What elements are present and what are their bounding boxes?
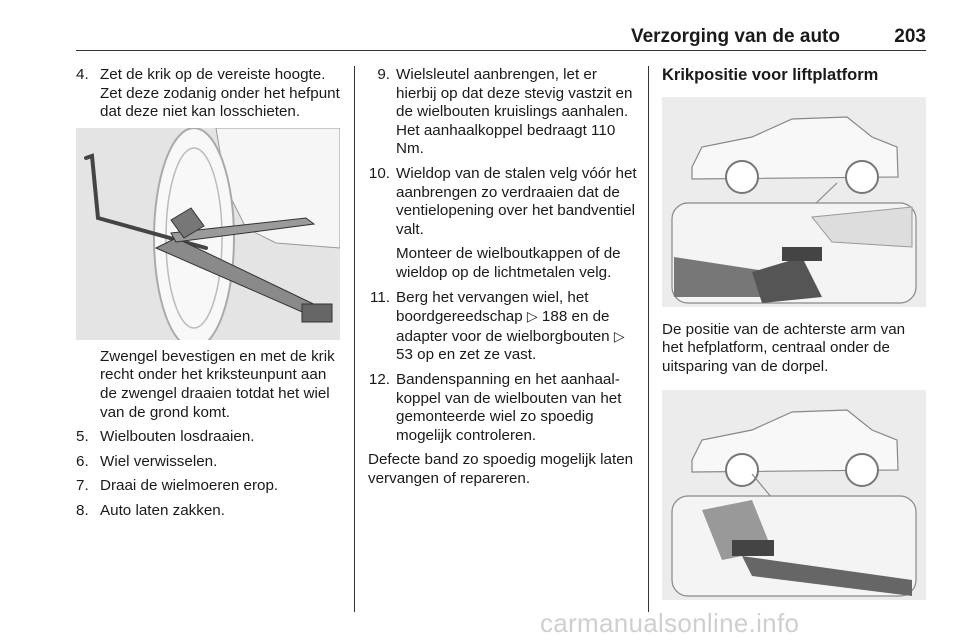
header-rule [76, 50, 926, 51]
step-text: Wielsleutel aanbrengen, let er hierbij op dat deze stevig vastzit en de wielbouten kruislings aanhalen. Het aanhaalkoppel bedraagt 110 Nm. [396, 66, 633, 158]
step-9 [368, 66, 638, 159]
section-heading: Krikpositie voor liftplatform [662, 66, 879, 84]
lift-rear-illustration [662, 390, 926, 600]
figure-caption: De positie van de achterste arm van het hefplatform, centraal onder de uitsparing van de dorpel. [662, 320, 906, 375]
step-4-instruction: Zwengel bevestigen en met de krik recht onder het kriksteunpunt aan de zwengel draaien totdat het wiel van de grond komt. [100, 347, 335, 421]
car-lift-icon [662, 390, 926, 600]
step-number: 9. [377, 66, 390, 83]
step-number: 7. [76, 477, 89, 495]
note-paragraph: Defecte band zo spoedig mogelijk laten vervangen of repareren. [368, 451, 634, 487]
step-number: 4. [76, 66, 89, 83]
step-number: 6. [76, 452, 89, 470]
step-10 [368, 165, 638, 239]
page-number: 203 [894, 26, 926, 47]
column-2 [368, 66, 638, 488]
column-1 [76, 66, 342, 527]
column-divider-2 [648, 66, 649, 612]
step-8 [76, 502, 342, 521]
step-11 [368, 289, 638, 365]
jack-illustration [76, 128, 340, 340]
step-text: Bandenspanning en het aanhaalkoppel van de wielbouten van het gemonteerde wiel zo spoedig mogelijk controleren. [396, 370, 622, 444]
step-text: Draai de wielmoeren erop. [100, 477, 279, 495]
step-number: 10. [368, 164, 390, 182]
step-7 [76, 477, 342, 496]
car-lift-icon [662, 97, 926, 307]
step-number: 12. [368, 370, 390, 388]
step-text-part: Berg het vervangen wiel, het boordgereedschap [396, 288, 589, 326]
step-number: 8. [76, 501, 89, 519]
step-5 [76, 428, 342, 447]
page-ref-icon: ▷ [526, 308, 538, 325]
step-number: 5. [76, 428, 89, 446]
step-text: Wiel verwisselen. [100, 452, 218, 470]
step-4 [76, 66, 342, 122]
step-text-part: op en zet ze vast. [417, 346, 537, 364]
page-ref-link[interactable]: 53 [396, 346, 413, 364]
step-6 [76, 453, 342, 472]
page-ref-link[interactable]: 188 [541, 308, 568, 326]
step-10-sub: Monteer de wielboutkappen of de wieldop op de lichtmetalen velg. [396, 245, 621, 281]
step-number: 11. [370, 288, 390, 306]
step-text: Wieldop van de stalen velg vóór het aanbrengen zo verdraaien dat de ventielopening over het bandventiel valt. [396, 164, 637, 238]
step-text: Zet de krik op de vereiste hoogte. Zet deze zodanig onder het hefpunt dat deze niet kan losschieten. [100, 66, 340, 121]
column-3 [662, 66, 928, 600]
running-header-title: Verzorging van de auto [630, 26, 840, 47]
lift-front-illustration [662, 97, 926, 307]
step-text [396, 289, 638, 365]
jack-icon [76, 128, 340, 340]
column-divider-1 [354, 66, 355, 612]
step-text: Auto laten zakken. [100, 501, 225, 519]
page-ref-icon: ▷ [613, 327, 625, 344]
step-text: Wielbouten losdraaien. [100, 428, 255, 446]
step-12 [368, 371, 638, 445]
watermark: carmanualsonline.info [540, 608, 800, 638]
step-text-part: en de adapter voor de wielborgbouten [396, 308, 610, 345]
